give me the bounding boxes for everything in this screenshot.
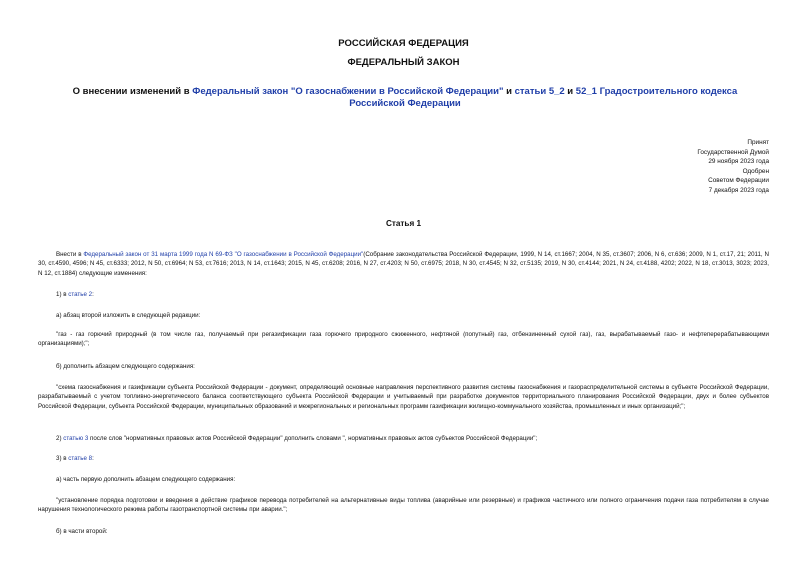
- paragraph-schedules: "установление порядка подготовки и введения в действие графиков перевода потребителей на альтернативные виды топлива (аварийные или резервные) и графиков частичного или полного ограничения подачи газа потребителям в случае нарушения технологического режима работы газотранспортной системы при аварии.";: [38, 497, 769, 514]
- paragraph-scheme-definition: "схема газоснабжения и газификации субъекта Российской Федерации - документ, определяющий основные направления перспективного развития системы газоснабжения и газораспределительной системы в субъекте Российской Федерации, разрабатываемый с учетом топливно-энергетического баланса соответствующего субъекта Российской Федерации и учитываемый при разработке документов территориального планирования Российской Федерации, двух и более субъектов Российской Федерации, субъекта Российской Федерации, муниципальных образований и межрегиональных и региональных программ газификации жилищно-коммунального хозяйства, промышленных и иных организаций;";: [38, 384, 769, 410]
- adopted-date: 29 ноября 2023 года: [708, 158, 769, 166]
- link-gas-law-1999[interactable]: Федеральный закон от 31 марта 1999 года N 69-ФЗ "О газоснабжении в Российской Федерации": [83, 251, 364, 258]
- paragraph-item-2: [38, 434, 769, 443]
- law-title: [55, 86, 755, 110]
- article-heading: Статья 1: [385, 219, 422, 228]
- federation-heading: РОССИЙСКАЯ ФЕДЕРАЦИЯ: [338, 38, 469, 49]
- p1-rest: (Собрание законодательства Российской Федерации, 1999, N 14, ст.1667; 2004, N 35, ст.3607; 2006, N 6, ст.636; 2009, N 1, ст.17, 21; 2011, N 30, ст.4590, 4596; N 45, ст.6333; 2012, N 50, ст.6964; N 53, ст.7616; 2013, N 14, ст.1643; 2015, N 45, ст.6208; 2016, N 27, ст.4203; N 50, ст.6975; 2018, N 30, ст.4545; N 32, ст.5135; 2019, N 30, ст.4144; 2021, N 24, ст.4188, 4202; 2022, N 18, ст.3013, 3023; 2023, N 12, ст.1884) следующие изменения:: [38, 251, 769, 277]
- p8-suffix: :: [92, 455, 94, 462]
- link-article-2[interactable]: статье 2: [68, 291, 93, 298]
- title-prefix: О внесении изменений в: [72, 86, 193, 97]
- paragraph-gas-definition: "газ - газ горючий природный (в том числе газ, получаемый при регазификации газа горючего природного сжиженного, нефтяной (попутный) газ, отбензиненный сухой газ), газ, вырабатываемый газо- и нефтеперерабатывающими организациями);";: [38, 331, 769, 348]
- title-link-article-5-2[interactable]: статьи 5_2: [514, 86, 565, 97]
- paragraph-item-1b: б) дополнить абзацем следующего содержания:: [56, 363, 195, 370]
- paragraph-item-1: [38, 290, 769, 299]
- title-middle: и: [503, 86, 515, 97]
- adopted-by: Государственной Думой: [697, 148, 769, 156]
- approved-by: Советом Федерации: [708, 177, 769, 185]
- link-article-3[interactable]: статью 3: [63, 435, 89, 442]
- title-link-article-52-1[interactable]: 52_1 Градостроительного кодекса Российской Федерации: [349, 86, 738, 109]
- paragraph-item-3b: б) в части второй:: [56, 528, 108, 535]
- paragraph-item-3: [38, 454, 769, 463]
- title-link-gas-law[interactable]: Федеральный закон "О газоснабжении в Российской Федерации": [192, 86, 504, 97]
- p2-prefix: 1) в: [56, 291, 69, 298]
- p8-prefix: 3) в: [56, 455, 69, 462]
- link-article-8[interactable]: статье 8: [68, 455, 93, 462]
- adoption-block: [569, 138, 769, 196]
- paragraph-intro: [38, 250, 769, 278]
- paragraph-item-3a: а) часть первую дополнить абзацем следующего содержания:: [56, 476, 236, 483]
- paragraph-item-1a: а) абзац второй изложить в следующей редакции:: [56, 312, 201, 319]
- p7-rest: после слов "нормативных правовых актов Российской Федерации" дополнить словами ", нормативных правовых актов субъектов Российской Федерации";: [88, 435, 538, 442]
- approved-label: Одобрен: [742, 167, 769, 175]
- p7-prefix: 2): [56, 435, 64, 442]
- adopted-label: Принят: [747, 139, 769, 146]
- title-and: и: [564, 86, 576, 97]
- p2-suffix: :: [92, 291, 94, 298]
- p1-prefix: Внести в: [56, 251, 84, 258]
- approved-date: 7 декабря 2023 года: [708, 186, 769, 194]
- law-type-heading: ФЕДЕРАЛЬНЫЙ ЗАКОН: [347, 57, 460, 68]
